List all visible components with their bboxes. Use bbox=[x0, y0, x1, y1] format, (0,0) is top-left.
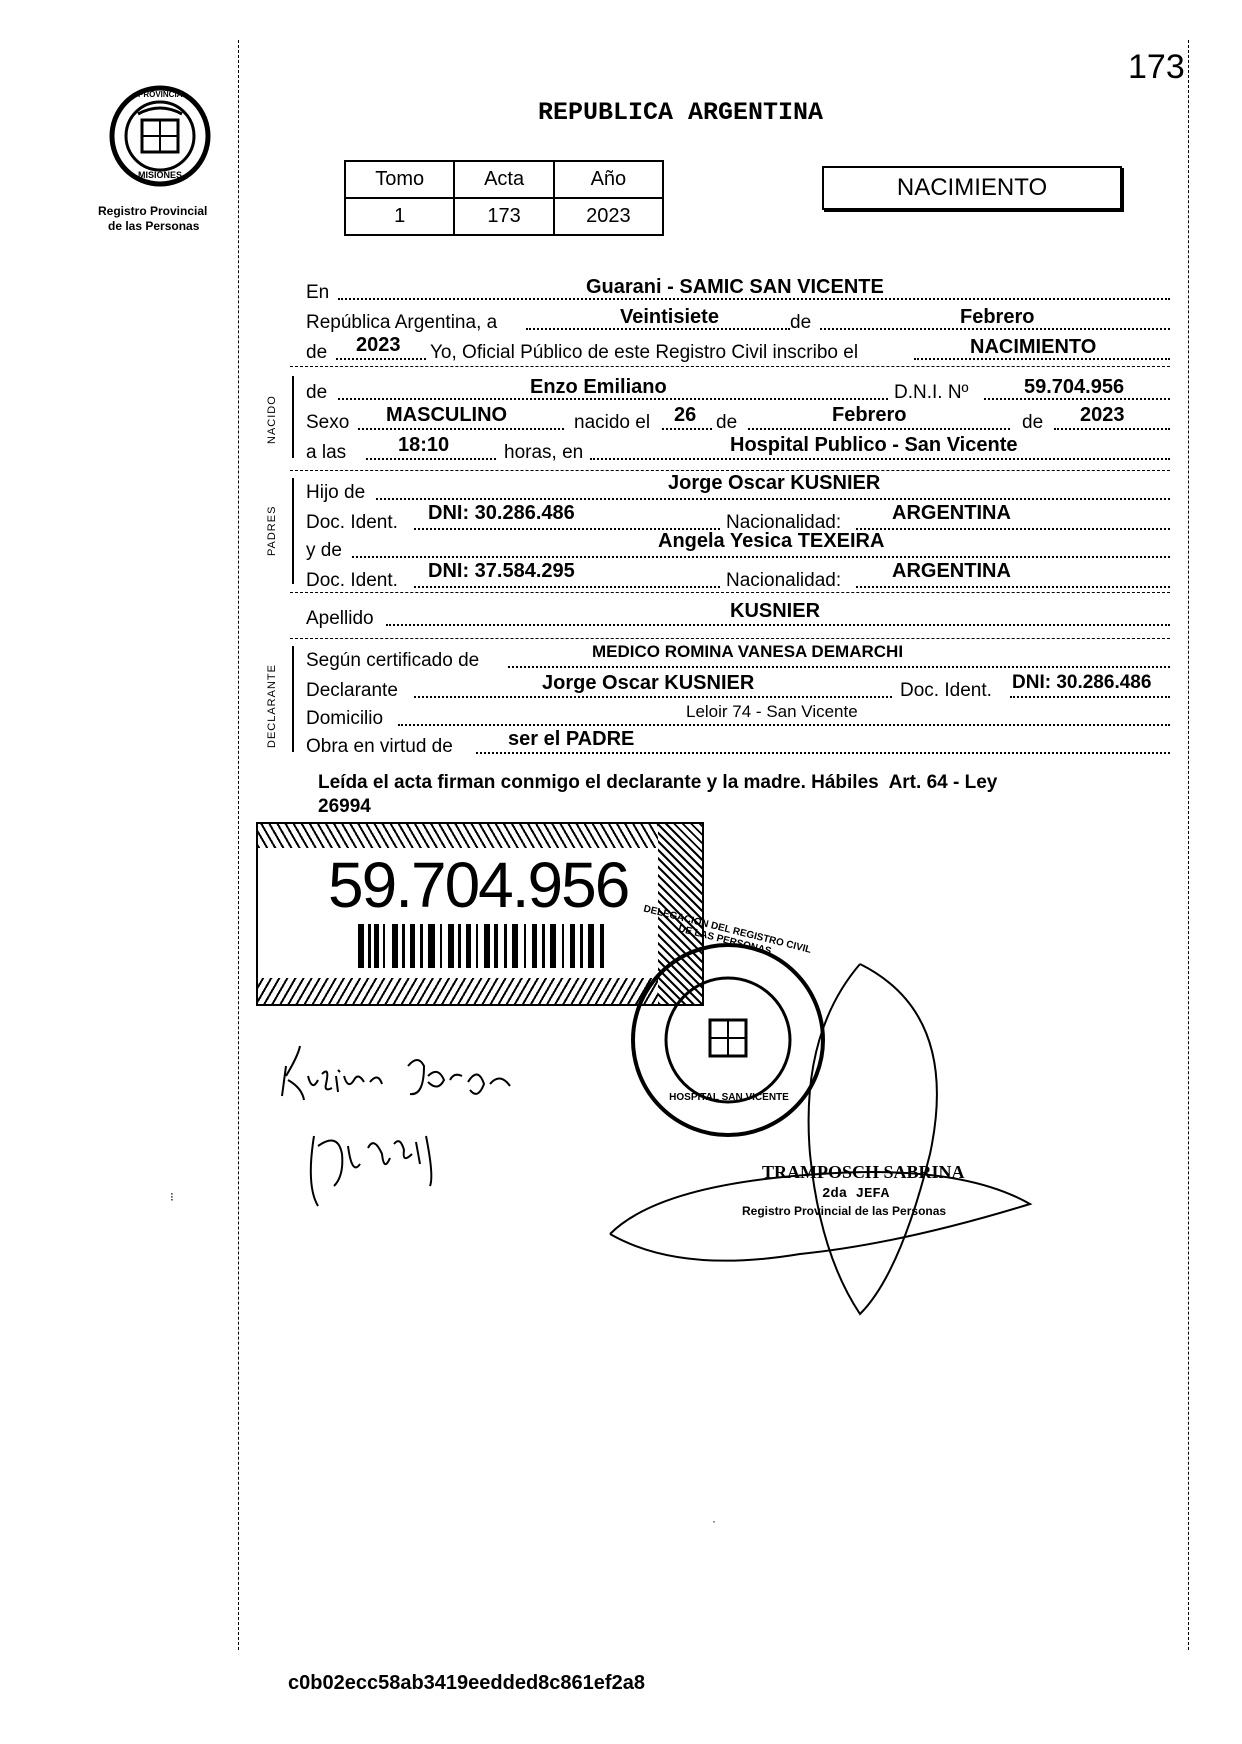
dots-padre bbox=[376, 498, 1170, 500]
stamp-officer-role: 2da JEFA bbox=[822, 1186, 890, 1202]
label-republica: República Argentina, a bbox=[306, 312, 498, 333]
side-label-declarante: DECLARANTE bbox=[266, 664, 278, 748]
dots-nac-dia bbox=[662, 428, 712, 430]
separator-padres bbox=[290, 470, 1170, 471]
separator-declarante bbox=[290, 638, 1170, 639]
label-yo-oficial: Yo, Oficial Público de este Registro Civil inscribo el bbox=[430, 342, 859, 363]
separator-apellido bbox=[290, 592, 1170, 593]
label-nacido-el: nacido el bbox=[574, 412, 651, 433]
record-value-acta: 173 bbox=[454, 198, 553, 235]
side-label-nacido: NACIDO bbox=[266, 395, 278, 444]
field-madre-nombre: Angela Yesica TEXEIRA bbox=[658, 530, 885, 552]
field-anio: 2023 bbox=[356, 334, 401, 356]
dots-hora bbox=[366, 458, 496, 460]
dots-certificado bbox=[508, 666, 1170, 668]
field-nombre: Enzo Emiliano bbox=[530, 376, 667, 398]
dots-lugar-nac bbox=[590, 458, 1170, 460]
label-horas-en: horas, en bbox=[504, 442, 584, 463]
misiones-seal-logo bbox=[108, 84, 212, 188]
label-de-nac-mes: de bbox=[716, 412, 738, 433]
label-doc-ident-madre: Doc. Ident. bbox=[306, 570, 398, 591]
section-bar-declarante bbox=[292, 646, 294, 752]
field-nacimiento-dia: 26 bbox=[674, 404, 697, 426]
field-dia-texto: Veintisiete bbox=[620, 306, 719, 328]
field-padre-nombre: Jorge Oscar KUSNIER bbox=[668, 472, 881, 494]
field-madre-doc: DNI: 37.584.295 bbox=[428, 560, 575, 582]
dots-anio bbox=[336, 358, 426, 360]
label-domicilio: Domicilio bbox=[306, 708, 384, 729]
left-margin-line bbox=[238, 40, 239, 1650]
record-header-anio: Año bbox=[554, 161, 663, 198]
label-de-nombre: de bbox=[306, 382, 328, 403]
dots-obra bbox=[476, 752, 1170, 754]
field-nacimiento-anio: 2023 bbox=[1080, 404, 1125, 426]
record-value-tomo: 1 bbox=[345, 198, 454, 235]
label-hijo-de: Hijo de bbox=[306, 482, 366, 503]
field-nacimiento-mes: Febrero bbox=[832, 404, 907, 426]
record-table bbox=[344, 160, 664, 236]
scan-speck-2: · bbox=[712, 1514, 716, 1528]
section-bar-nacido bbox=[292, 376, 294, 458]
sticker-barcode bbox=[358, 924, 608, 968]
dots-madre-nac bbox=[856, 586, 1170, 588]
field-certificado: MEDICO ROMINA VANESA DEMARCHI bbox=[592, 642, 904, 661]
field-lugar: Guarani - SAMIC SAN VICENTE bbox=[586, 276, 884, 298]
field-declarante-doc: DNI: 30.286.486 bbox=[1012, 672, 1152, 693]
side-label-padres: PADRES bbox=[266, 505, 278, 556]
field-padre-doc: DNI: 30.286.486 bbox=[428, 502, 575, 524]
seal-text-bottom: MISIONES bbox=[138, 170, 183, 180]
label-de-anio: de bbox=[306, 342, 328, 363]
field-declarante-nombre: Jorge Oscar KUSNIER bbox=[542, 672, 755, 694]
field-lugar-nacimiento: Hospital Publico - San Vicente bbox=[730, 434, 1018, 456]
page-number: 173 bbox=[1128, 48, 1185, 86]
sticker-dni-number: 59.704.956 bbox=[328, 849, 629, 921]
stamp-officer-name: TRAMPOSCH SABRINA bbox=[762, 1162, 965, 1182]
country-title: REPUBLICA ARGENTINA bbox=[538, 98, 824, 127]
field-acto: NACIMIENTO bbox=[970, 336, 1097, 358]
field-hora: 18:10 bbox=[398, 434, 450, 456]
dots-madre-doc bbox=[414, 586, 720, 588]
record-value-anio: 2023 bbox=[554, 198, 663, 235]
label-de-nac-anio: de bbox=[1022, 412, 1044, 433]
scan-speck: ⁝ bbox=[170, 1190, 174, 1204]
dots-declarante-doc bbox=[1010, 696, 1170, 698]
label-doc-ident-padre: Doc. Ident. bbox=[306, 512, 398, 533]
dots-sexo bbox=[358, 428, 564, 430]
field-sexo: MASCULINO bbox=[386, 404, 508, 426]
dots-domicilio bbox=[398, 724, 1170, 726]
dots-declarante bbox=[414, 696, 892, 698]
registry-name-line2: de las Personas bbox=[108, 219, 200, 233]
document-type-box bbox=[822, 166, 1122, 210]
dots-madre bbox=[352, 556, 1170, 558]
dots-nac-mes bbox=[748, 428, 1010, 430]
right-margin-line bbox=[1188, 40, 1189, 1650]
label-apellido: Apellido bbox=[306, 608, 374, 629]
field-dni: 59.704.956 bbox=[1024, 376, 1125, 398]
stamp-ring-text: DELEGACION DEL REGISTRO CIVIL DE LAS PERSONAS bbox=[642, 903, 813, 958]
field-madre-nacionalidad: ARGENTINA bbox=[892, 560, 1011, 582]
field-apellido: KUSNIER bbox=[730, 600, 821, 622]
record-header-tomo: Tomo bbox=[345, 161, 454, 198]
record-header-acta: Acta bbox=[454, 161, 553, 198]
registry-name-line1: Registro Provincial bbox=[98, 204, 208, 218]
section-bar-padres bbox=[292, 478, 294, 584]
closing-line-1: Leída el acta firman conmigo el declarante y la madre. Hábiles Art. 64 - Ley bbox=[318, 772, 998, 793]
dots-padre-nac bbox=[856, 528, 1170, 530]
dots-nac-anio bbox=[1054, 428, 1170, 430]
officer-signature bbox=[600, 954, 1060, 1334]
label-declarante: Declarante bbox=[306, 680, 398, 701]
declarante-handwritten-signature bbox=[278, 1036, 578, 1216]
closing-line-2: 26994 bbox=[318, 796, 371, 817]
label-en: En bbox=[306, 282, 330, 303]
dots-apellido bbox=[386, 624, 1170, 626]
label-segun-certificado: Según certificado de bbox=[306, 650, 480, 671]
document-hash: c0b02ecc58ab3419eedded8c861ef2a8 bbox=[288, 1672, 645, 1694]
label-de-mes: de bbox=[790, 312, 812, 333]
separator-nacido bbox=[290, 366, 1170, 367]
seal-text-top: PROVINCIA bbox=[138, 90, 183, 99]
field-padre-nacionalidad: ARGENTINA bbox=[892, 502, 1011, 524]
label-dni-no: D.N.I. Nº bbox=[894, 382, 969, 403]
label-nacionalidad-madre: Nacionalidad: bbox=[726, 570, 842, 591]
label-sexo: Sexo bbox=[306, 412, 350, 433]
label-y-de: y de bbox=[306, 540, 342, 561]
label-a-las: a las bbox=[306, 442, 347, 463]
label-obra-en-virtud: Obra en virtud de bbox=[306, 736, 453, 757]
stamp-inner-text: HOSPITAL SAN VICENTE bbox=[669, 1092, 789, 1103]
stamp-officer-org: Registro Provincial de las Personas bbox=[742, 1204, 947, 1218]
document-type: NACIMIENTO bbox=[896, 174, 1048, 201]
sticker-guilloche-top bbox=[258, 824, 702, 848]
field-domicilio: Leloir 74 - San Vicente bbox=[686, 702, 858, 721]
field-mes: Febrero bbox=[960, 306, 1035, 328]
label-nacionalidad-padre: Nacionalidad: bbox=[726, 512, 842, 533]
field-obra-en-virtud: ser el PADRE bbox=[508, 728, 635, 750]
label-doc-ident-declarante: Doc. Ident. bbox=[900, 680, 992, 701]
